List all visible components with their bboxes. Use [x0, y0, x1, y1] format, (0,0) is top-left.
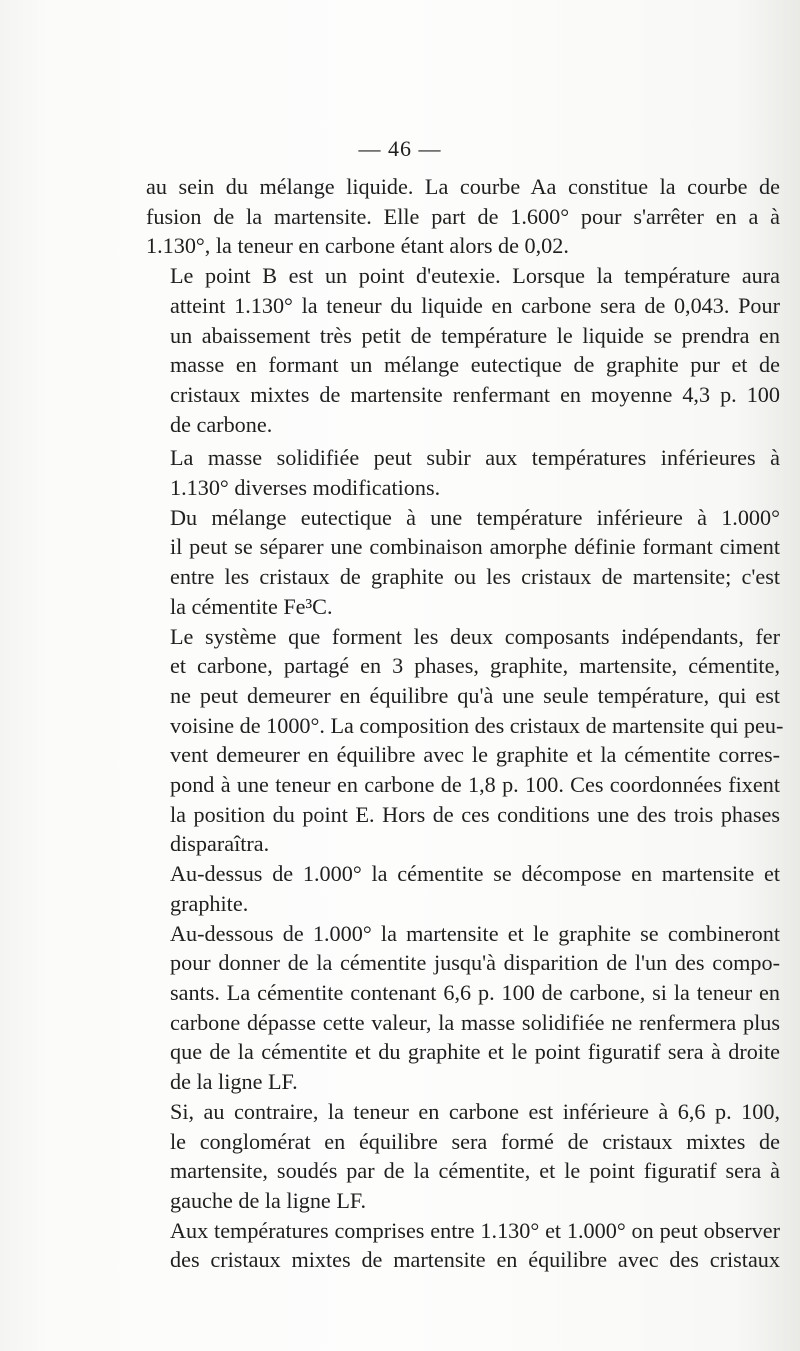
text-line: Au-dessous de 1.000° la martensite et le graphite se combineront [170, 920, 780, 946]
text-line: disparaîtra. [170, 831, 270, 857]
text-line: des cristaux mixtes de martensite en équilibre avec des cristaux [170, 1247, 780, 1273]
text-line: au sein du mélange liquide. La courbe Aa constitue la courbe de [146, 174, 780, 199]
page-number: — 46 — [358, 136, 442, 161]
text-line: voisine de 1000°. La composition des cristaux de martensite qui peu- [170, 712, 784, 738]
text-line: sants. La cémentite contenant 6,6 p. 100 de carbone, si la teneur en [170, 979, 780, 1005]
text-line: 1.130°, la teneur en carbone étant alors de 0,02. [146, 233, 569, 259]
paragraph [146, 1097, 780, 1216]
text-line: pour donner de la cémentite jusqu'à disparition de l'un des compo- [170, 950, 780, 976]
text-line: il peut se séparer une combinaison amorphe définie formant ciment [170, 534, 780, 560]
text-line: la cémentite Fe³C. [170, 593, 333, 619]
text-line: vent demeurer en équilibre avec le graphite et la cémentite corres- [170, 742, 780, 768]
text-line: et carbone, partagé en 3 phases, graphite, martensite, cémentite, [170, 653, 780, 679]
text-line: de carbone. [170, 411, 273, 437]
paragraph [146, 503, 780, 622]
text-line: Du mélange eutectique à une température inférieure à 1.000° [170, 504, 780, 530]
text-line: graphite. [170, 890, 249, 916]
paragraph [146, 261, 780, 439]
paragraph [146, 1216, 780, 1275]
text-line: entre les cristaux de graphite ou les cristaux de martensite; c'est [170, 564, 780, 590]
text-line: un abaissement très petit de température le liquide se prendra en [170, 322, 780, 348]
text-line: La masse solidifiée peut subir aux températures inférieures à [170, 445, 780, 471]
body-text [146, 172, 784, 1275]
text-line: masse en formant un mélange eutectique de graphite pur et de [170, 352, 780, 378]
text-line: cristaux mixtes de martensite renfermant en moyenne 4,3 p. 100 [170, 381, 780, 407]
text-line: Le point B est un point d'eutexie. Lorsque la température aura [170, 263, 780, 289]
text-line: le conglomérat en équilibre sera formé de cristaux mixtes de [170, 1128, 780, 1154]
text-line: carbone dépasse cette valeur, la masse solidifiée ne renfermera plus [170, 1009, 780, 1035]
paragraph [146, 622, 784, 860]
text-line: atteint 1.130° la teneur du liquide en carbone sera de 0,043. Pour [170, 292, 780, 318]
paragraph [146, 919, 780, 1097]
text-line: gauche de la ligne LF. [170, 1187, 366, 1213]
text-line: de la ligne LF. [170, 1069, 298, 1095]
text-line: pond à une teneur en carbone de 1,8 p. 100. Ces coordonnées fixent [170, 772, 780, 798]
paragraph [146, 443, 780, 502]
text-line: Aux températures comprises entre 1.130° et 1.000° on peut observer [170, 1217, 780, 1243]
text-line: Au-dessus de 1.000° la cémentite se décompose en martensite et [170, 861, 780, 887]
text-line: ne peut demeurer en équilibre qu'à une seule température, qui est [170, 682, 780, 708]
text-line: la position du point E. Hors de ces conditions une des trois phases [170, 801, 780, 827]
text-line: martensite, soudés par de la cémentite, et le point figuratif sera à [170, 1158, 780, 1184]
text-line: Le système que forment les deux composants indépendants, fer [170, 623, 780, 649]
text-line: que de la cémentite et du graphite et le point figuratif sera à droite [170, 1039, 780, 1065]
paragraph [146, 172, 780, 261]
text-line: fusion de la martensite. Elle part de 1.600° pour s'arrêter en a à [146, 203, 780, 229]
text-line: Si, au contraire, la teneur en carbone est inférieure à 6,6 p. 100, [170, 1098, 780, 1124]
text-line: 1.130° diverses modifications. [170, 475, 441, 501]
paragraph [146, 859, 780, 918]
